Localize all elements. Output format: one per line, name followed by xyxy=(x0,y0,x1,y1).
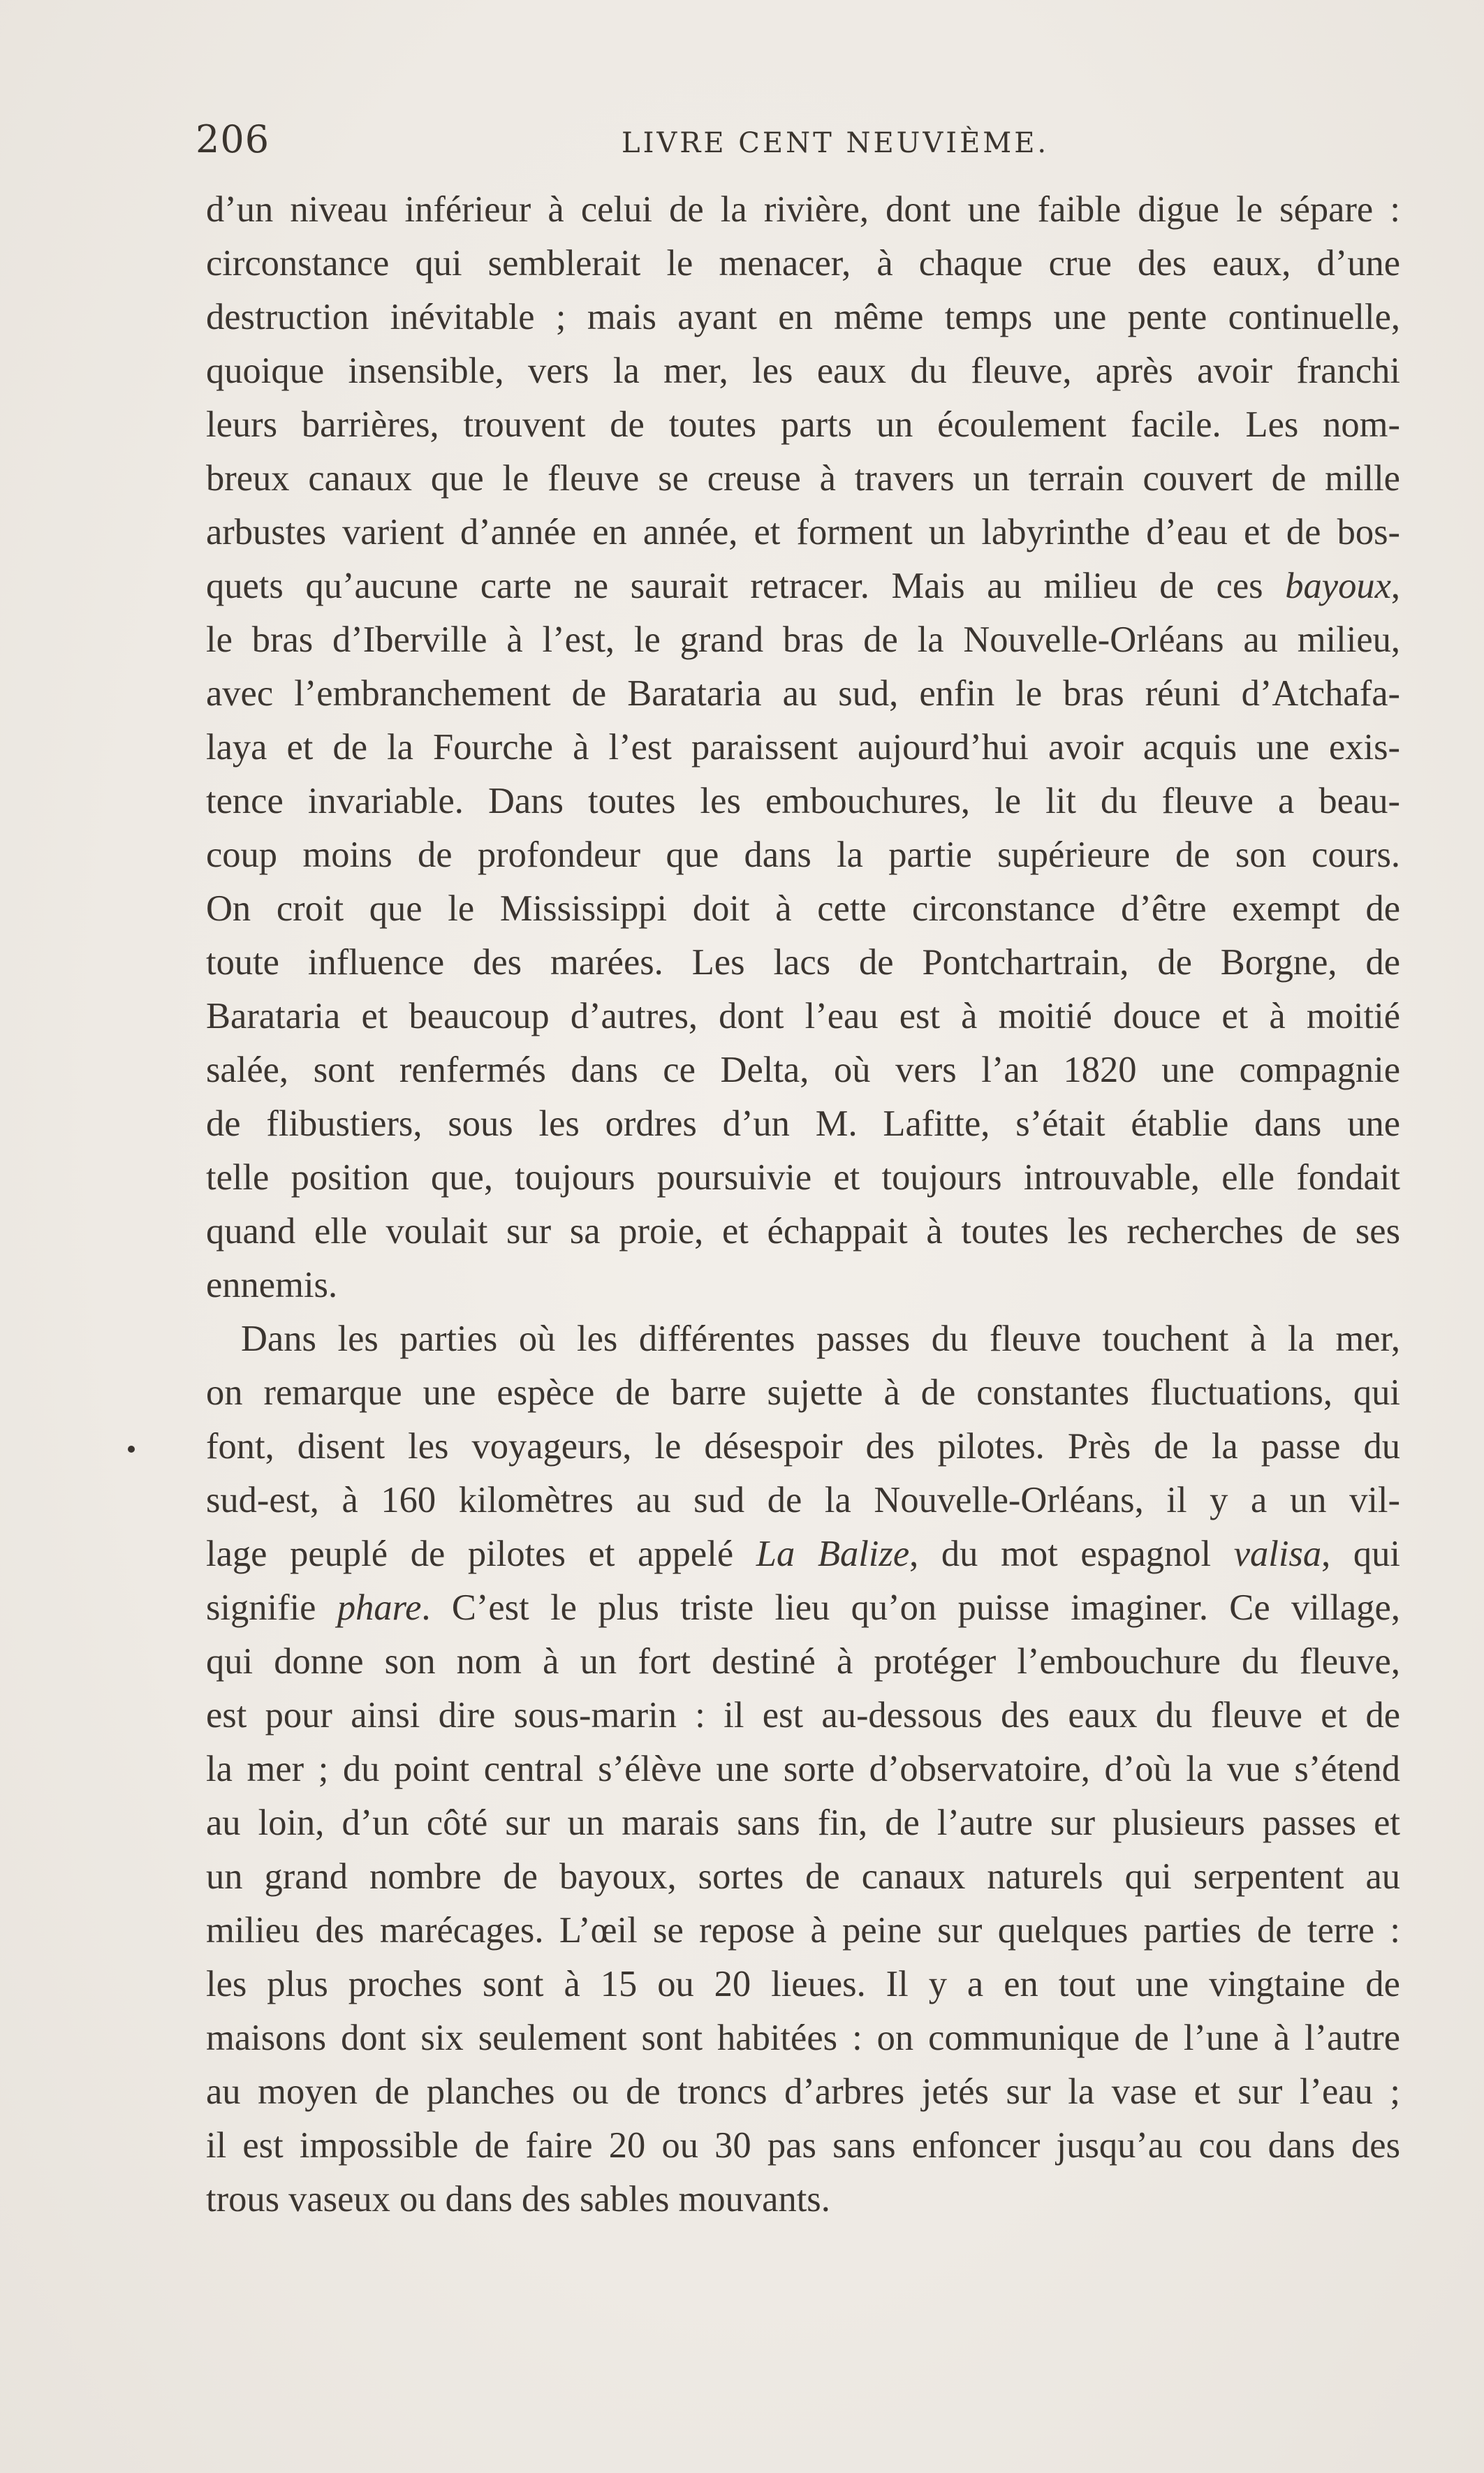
text-segment: lage peuplé de pilotes et appelé xyxy=(206,1534,756,1574)
text-line xyxy=(206,1474,1400,1527)
text-segment: breux canaux que le fleuve se creuse à travers un terrain couvert de mille xyxy=(206,458,1400,499)
text-line xyxy=(206,291,1400,344)
text-segment: au moyen de planches ou de troncs d’arbres jetés sur la vase et sur l’eau ; xyxy=(206,2071,1400,2112)
text-segment: leurs barrières, trouvent de toutes parts un écoulement facile. Les nom- xyxy=(206,404,1400,445)
text-line xyxy=(206,1904,1400,1958)
text-line xyxy=(206,1689,1400,1742)
text-line xyxy=(206,936,1400,990)
text-segment: de flibustiers, sous les ordres d’un M. Lafitte, s’était établie dans une xyxy=(206,1103,1400,1144)
text-segment: arbustes varient d’année en année, et forment un labyrinthe d’eau et de bos- xyxy=(206,512,1400,552)
text-segment: d’un niveau inférieur à celui de la rivière, dont une faible digue le sépare : xyxy=(206,189,1400,230)
text-segment: maisons dont six seulement sont habitées : on communique de l’une à l’autre xyxy=(206,2018,1400,2058)
text-segment: qui donne son nom à un fort destiné à protéger l’embouchure du fleuve, xyxy=(206,1641,1400,1682)
text-segment: on remarque une espèce de barre sujette à de constantes fluctuations, qui xyxy=(206,1372,1400,1413)
text-segment: les plus proches sont à 15 ou 20 lieues. Il y a en tout une vingtaine de xyxy=(206,1964,1400,2004)
text-line xyxy=(206,1205,1400,1258)
text-line xyxy=(206,721,1400,775)
text-segment: Dans les parties où les différentes passes du fleuve touchent à la mer, xyxy=(241,1319,1400,1359)
text-line xyxy=(206,1043,1400,1097)
text-segment: milieu des marécages. L’œil se repose à peine sur quelques parties de terre : xyxy=(206,1910,1400,1951)
text-line xyxy=(206,1527,1400,1581)
page-header xyxy=(196,117,1404,166)
text-segment: La Balize xyxy=(756,1534,910,1574)
text-segment: destruction inévitable ; mais ayant en même temps une pente continuelle, xyxy=(206,297,1400,337)
text-segment: est pour ainsi dire sous-marin : il est au-dessous des eaux du fleuve et de xyxy=(206,1695,1400,1735)
text-line xyxy=(206,1151,1400,1205)
text-segment: ennemis. xyxy=(206,1265,338,1305)
text-segment: sud-est, à 160 kilomètres au sud de la Nouvelle-Orléans, il y a un vil- xyxy=(206,1480,1400,1520)
text-line xyxy=(206,882,1400,936)
margin-mark xyxy=(128,1446,135,1453)
text-line xyxy=(206,828,1400,882)
text-line xyxy=(206,1258,1400,1312)
text-line xyxy=(206,2173,1400,2226)
text-segment: signifie xyxy=(206,1587,337,1628)
paragraph xyxy=(206,1312,1400,2226)
text-line xyxy=(206,183,1400,237)
text-line xyxy=(206,775,1400,828)
text-line xyxy=(206,2065,1400,2119)
text-line xyxy=(206,2119,1400,2173)
text-line xyxy=(206,2011,1400,2065)
text-segment: phare xyxy=(337,1587,422,1628)
text-segment: quets qu’aucune carte ne saurait retracer. Mais au milieu de ces xyxy=(206,566,1286,606)
text-segment: il est impossible de faire 20 ou 30 pas sans enfoncer jusqu’au cou dans des xyxy=(206,2125,1400,2166)
text-segment: On croit que le Mississippi doit à cette circonstance d’être exempt de xyxy=(206,888,1400,929)
text-line xyxy=(206,1366,1400,1420)
text-line xyxy=(206,1850,1400,1904)
text-segment: trous vaseux ou dans des sables mouvants. xyxy=(206,2179,830,2219)
text-line xyxy=(206,398,1400,452)
text-line xyxy=(206,1581,1400,1635)
text-line xyxy=(206,1097,1400,1151)
text-segment: le bras d’Iberville à l’est, le grand bras de la Nouvelle-Orléans au milieu, xyxy=(206,619,1400,660)
text-line xyxy=(206,237,1400,291)
text-line xyxy=(206,506,1400,559)
text-line xyxy=(206,990,1400,1043)
text-segment: quoique insensible, vers la mer, les eaux du fleuve, après avoir franchi xyxy=(206,351,1400,391)
running-head: LIVRE CENT NEUVIÈME. xyxy=(622,127,1050,159)
text-segment: font, disent les voyageurs, le désespoir des pilotes. Près de la passe du xyxy=(206,1426,1400,1467)
text-segment: un grand nombre de bayoux, sortes de canaux naturels qui serpentent au xyxy=(206,1856,1400,1897)
text-line xyxy=(206,1958,1400,2011)
text-line xyxy=(206,1420,1400,1474)
text-segment: salée, sont renfermés dans ce Delta, où vers l’an 1820 une compagnie xyxy=(206,1050,1400,1090)
text-segment: circonstance qui semblerait le menacer, à chaque crue des eaux, d’une xyxy=(206,243,1400,284)
text-segment: quand elle voulait sur sa proie, et échappait à toutes les recherches de ses xyxy=(206,1211,1400,1252)
text-line xyxy=(206,667,1400,721)
text-segment: au loin, d’un côté sur un marais sans fin, de l’autre sur plusieurs passes et xyxy=(206,1803,1400,1843)
text-segment: valisa xyxy=(1233,1534,1322,1574)
text-segment: coup moins de profondeur que dans la partie supérieure de son cours. xyxy=(206,835,1400,875)
text-segment: avec l’embranchement de Barataria au sud, enfin le bras réuni d’Atchafa- xyxy=(206,673,1400,714)
text-line xyxy=(206,613,1400,667)
text-line xyxy=(206,1742,1400,1796)
text-segment: la mer ; du point central s’élève une sorte d’observatoire, d’où la vue s’étend xyxy=(206,1749,1400,1789)
body-text xyxy=(206,183,1400,2226)
text-segment: Barataria et beaucoup d’autres, dont l’eau est à moitié douce et à moitié xyxy=(206,996,1400,1036)
text-segment: telle position que, toujours poursuivie et toujours introuvable, elle fondait xyxy=(206,1157,1400,1198)
text-line xyxy=(206,1635,1400,1689)
text-line xyxy=(206,1312,1400,1366)
text-line xyxy=(206,344,1400,398)
text-segment: toute influence des marées. Les lacs de Pontchartrain, de Borgne, de xyxy=(206,942,1400,983)
text-line xyxy=(206,1796,1400,1850)
page-number: 206 xyxy=(196,117,270,161)
text-segment: . C’est le plus triste lieu qu’on puisse imaginer. Ce village, xyxy=(421,1587,1400,1628)
text-line xyxy=(206,559,1400,613)
text-segment: bayoux xyxy=(1285,566,1391,606)
text-segment: laya et de la Fourche à l’est paraissent aujourd’hui avoir acquis une exis- xyxy=(206,727,1400,768)
text-segment: , qui xyxy=(1321,1534,1400,1574)
paragraph xyxy=(206,183,1400,1312)
text-segment: , xyxy=(1390,566,1400,606)
text-line xyxy=(206,452,1400,506)
text-segment: , du mot espagnol xyxy=(909,1534,1234,1574)
text-segment: tence invariable. Dans toutes les embouchures, le lit du fleuve a beau- xyxy=(206,781,1400,821)
